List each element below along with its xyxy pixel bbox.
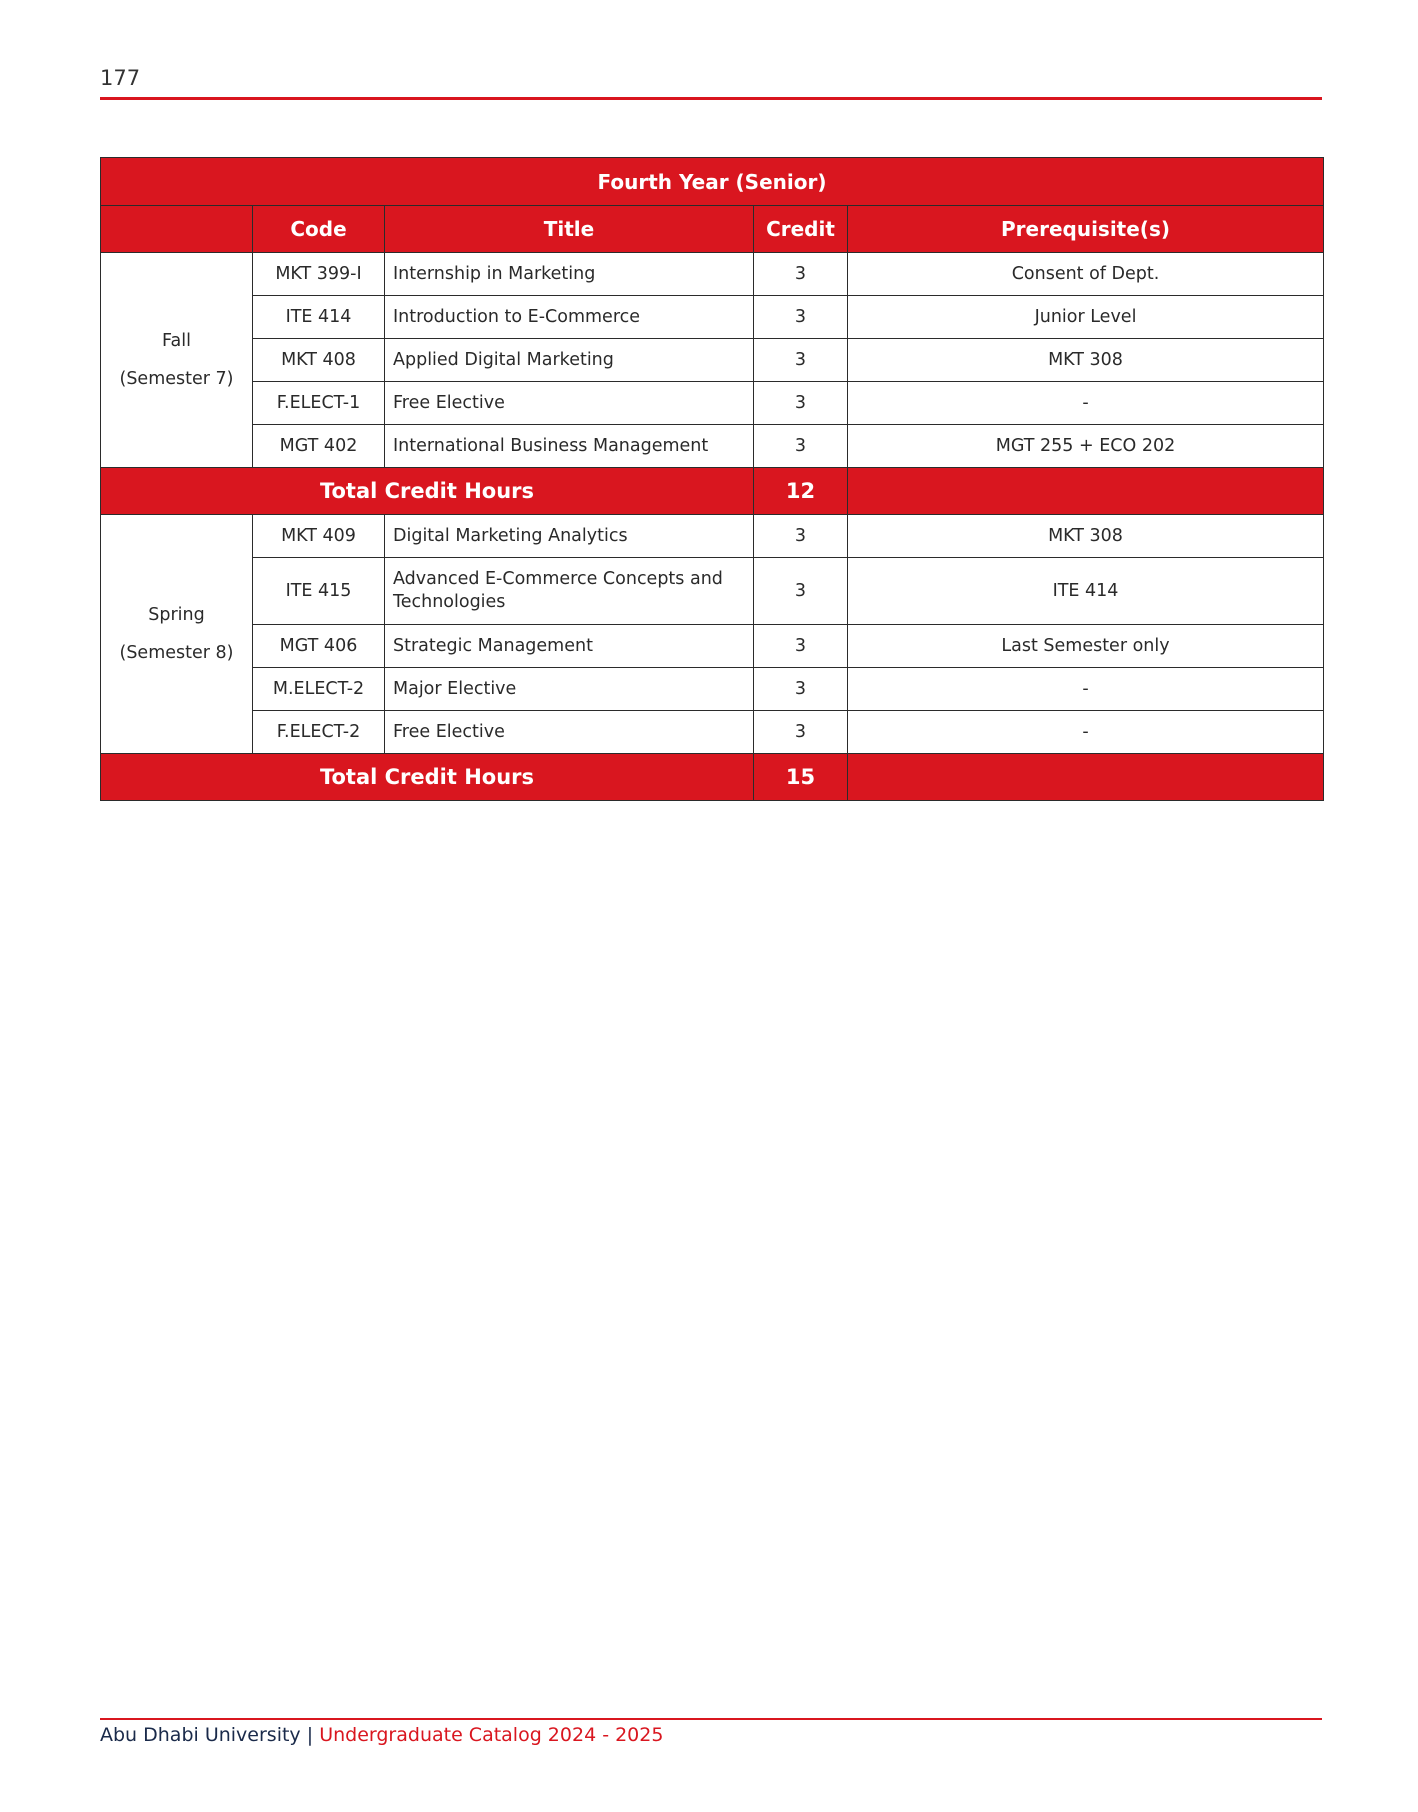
table-title: Fourth Year (Senior) xyxy=(101,158,1324,206)
course-title: Strategic Management xyxy=(385,625,754,668)
course-credit: 3 xyxy=(754,558,848,625)
table-header-row xyxy=(101,206,1324,253)
course-credit: 3 xyxy=(754,711,848,754)
course-credit: 3 xyxy=(754,515,848,558)
course-credit: 3 xyxy=(754,339,848,382)
table-title-row xyxy=(101,158,1324,206)
course-credit: 3 xyxy=(754,296,848,339)
course-code: MGT 402 xyxy=(253,425,385,468)
table-row xyxy=(101,515,1324,558)
table-row xyxy=(101,625,1324,668)
course-prereq: Last Semester only xyxy=(848,625,1324,668)
course-prereq: MKT 308 xyxy=(848,515,1324,558)
total-row-spring xyxy=(101,754,1324,801)
total-blank xyxy=(848,468,1324,515)
course-title: Advanced E-Commerce Concepts and Technologies xyxy=(385,558,754,625)
table-row xyxy=(101,668,1324,711)
footer-org: Abu Dhabi University xyxy=(100,1724,301,1746)
course-code: ITE 414 xyxy=(253,296,385,339)
semester-number: (Semester 7) xyxy=(119,369,234,389)
table-row xyxy=(101,711,1324,754)
course-code: MKT 409 xyxy=(253,515,385,558)
semester-label-spring xyxy=(101,515,253,754)
course-title: International Business Management xyxy=(385,425,754,468)
header-prereq: Prerequisite(s) xyxy=(848,206,1324,253)
course-credit: 3 xyxy=(754,425,848,468)
course-title: Digital Marketing Analytics xyxy=(385,515,754,558)
course-prereq: MKT 308 xyxy=(848,339,1324,382)
semester-name: Fall xyxy=(162,331,191,351)
footer-catalog: Undergraduate Catalog 2024 - 2025 xyxy=(319,1724,664,1746)
course-prereq: Consent of Dept. xyxy=(848,253,1324,296)
footer xyxy=(100,1724,663,1746)
course-prereq: - xyxy=(848,668,1324,711)
course-code: MGT 406 xyxy=(253,625,385,668)
table-row xyxy=(101,425,1324,468)
table-row xyxy=(101,253,1324,296)
course-title: Free Elective xyxy=(385,711,754,754)
semester-name: Spring xyxy=(148,605,205,625)
total-blank xyxy=(848,754,1324,801)
course-code: MKT 399-I xyxy=(253,253,385,296)
course-code: MKT 408 xyxy=(253,339,385,382)
course-code: ITE 415 xyxy=(253,558,385,625)
semester-number: (Semester 8) xyxy=(119,643,234,663)
course-prereq: Junior Level xyxy=(848,296,1324,339)
course-prereq: - xyxy=(848,382,1324,425)
total-row-fall xyxy=(101,468,1324,515)
table-row xyxy=(101,339,1324,382)
course-credit: 3 xyxy=(754,253,848,296)
total-label: Total Credit Hours xyxy=(101,754,754,801)
course-prereq: - xyxy=(848,711,1324,754)
total-value: 15 xyxy=(754,754,848,801)
course-code: F.ELECT-2 xyxy=(253,711,385,754)
table-row xyxy=(101,296,1324,339)
course-credit: 3 xyxy=(754,382,848,425)
header-blank xyxy=(101,206,253,253)
page-number: 177 xyxy=(100,66,141,90)
course-title: Introduction to E-Commerce xyxy=(385,296,754,339)
course-title: Internship in Marketing xyxy=(385,253,754,296)
footer-separator: | xyxy=(306,1724,314,1746)
total-value: 12 xyxy=(754,468,848,515)
course-credit: 3 xyxy=(754,668,848,711)
header-divider xyxy=(100,97,1322,100)
header-title: Title xyxy=(385,206,754,253)
course-credit: 3 xyxy=(754,625,848,668)
course-code: M.ELECT-2 xyxy=(253,668,385,711)
header-code: Code xyxy=(253,206,385,253)
course-prereq: MGT 255 + ECO 202 xyxy=(848,425,1324,468)
course-title: Major Elective xyxy=(385,668,754,711)
total-label: Total Credit Hours xyxy=(101,468,754,515)
table-row xyxy=(101,382,1324,425)
course-prereq: ITE 414 xyxy=(848,558,1324,625)
header-credit: Credit xyxy=(754,206,848,253)
study-plan-table xyxy=(100,157,1324,801)
course-title: Applied Digital Marketing xyxy=(385,339,754,382)
course-title: Free Elective xyxy=(385,382,754,425)
table-row xyxy=(101,558,1324,625)
course-code: F.ELECT-1 xyxy=(253,382,385,425)
semester-label-fall xyxy=(101,253,253,468)
footer-divider xyxy=(100,1718,1322,1720)
